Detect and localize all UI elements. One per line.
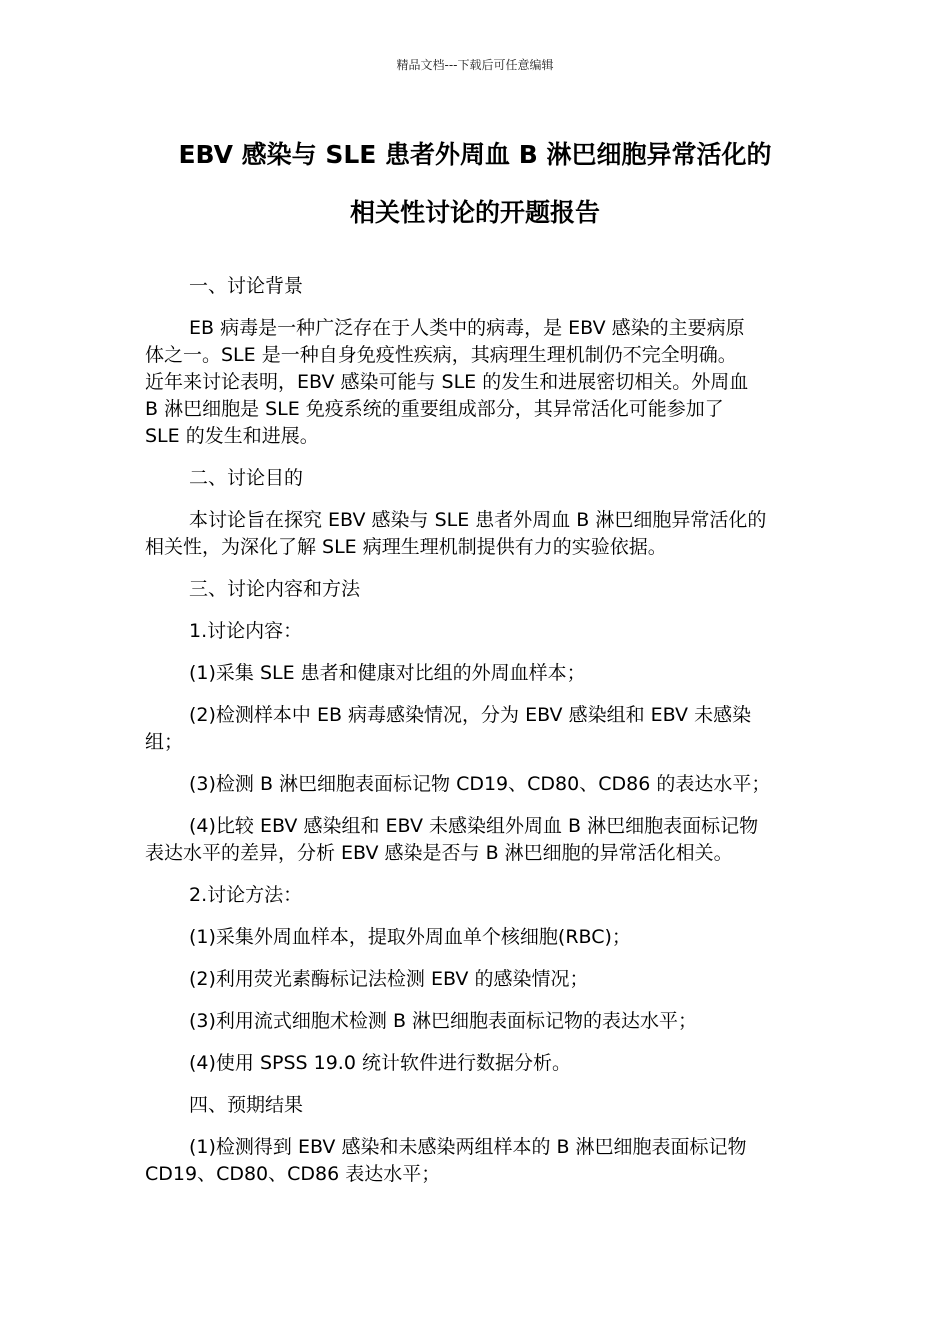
list-item: (2)利用荧光素酶标记法检测 EBV 的感染情况；: [189, 968, 589, 990]
list-item-continuation: CD19、CD80、CD86 表达水平；: [145, 1163, 441, 1185]
section-heading-background: 一、讨论背景: [189, 275, 304, 297]
subheading-content: 1.讨论内容：: [189, 620, 303, 642]
list-item: (1)采集外周血样本，提取外周血单个核细胞(RBC)；: [189, 926, 631, 948]
list-item-continuation: 表达水平的差异，分析 EBV 感染是否与 B 淋巴细胞的异常活化相关。: [145, 842, 733, 864]
paragraph-line: EB 病毒是一种广泛存在于人类中的病毒，是 EBV 感染的主要病原: [189, 317, 745, 339]
paragraph-line: 近年来讨论表明，EBV 感染可能与 SLE 的发生和进展密切相关。外周血: [145, 371, 749, 393]
section-heading-content-method: 三、讨论内容和方法: [189, 578, 361, 600]
list-item: (1)检测得到 EBV 感染和未感染两组样本的 B 淋巴细胞表面标记物: [189, 1136, 747, 1158]
list-item: (3)利用流式细胞术检测 B 淋巴细胞表面标记物的表达水平；: [189, 1010, 698, 1032]
paragraph-line: 相关性，为深化了解 SLE 病理生理机制提供有力的实验依据。: [145, 536, 667, 558]
document-title-line-2: 相关性讨论的开题报告: [349, 198, 600, 227]
list-item: (1)采集 SLE 患者和健康对比组的外周血样本；: [189, 662, 586, 684]
subheading-method: 2.讨论方法：: [189, 884, 303, 906]
list-item: (3)检测 B 淋巴细胞表面标记物 CD19、CD80、CD86 的表达水平；: [189, 773, 771, 795]
document-title-line-1: EBV 感染与 SLE 患者外周血 B 淋巴细胞异常活化的: [178, 140, 772, 169]
list-item: (4)比较 EBV 感染组和 EBV 未感染组外周血 B 淋巴细胞表面标记物: [189, 815, 759, 837]
list-item: (4)使用 SPSS 19.0 统计软件进行数据分析。: [189, 1052, 571, 1074]
paragraph-line: 体之一。SLE 是一种自身免疫性疾病，其病理生理机制仍不完全明确。: [145, 344, 737, 366]
paragraph-line: 本讨论旨在探究 EBV 感染与 SLE 患者外周血 B 淋巴细胞异常活化的: [189, 509, 767, 531]
list-item: (2)检测样本中 EB 病毒感染情况，分为 EBV 感染组和 EBV 未感染: [189, 704, 752, 726]
page-header-note: 精品文档---下载后可任意编辑: [396, 58, 554, 72]
list-item-continuation: 组；: [145, 731, 184, 753]
section-heading-expected-results: 四、预期结果: [189, 1094, 304, 1116]
section-heading-purpose: 二、讨论目的: [189, 467, 304, 489]
paragraph-line: B 淋巴细胞是 SLE 免疫系统的重要组成部分，其异常活化可能参加了: [145, 398, 724, 420]
paragraph-line: SLE 的发生和进展。: [145, 425, 319, 447]
